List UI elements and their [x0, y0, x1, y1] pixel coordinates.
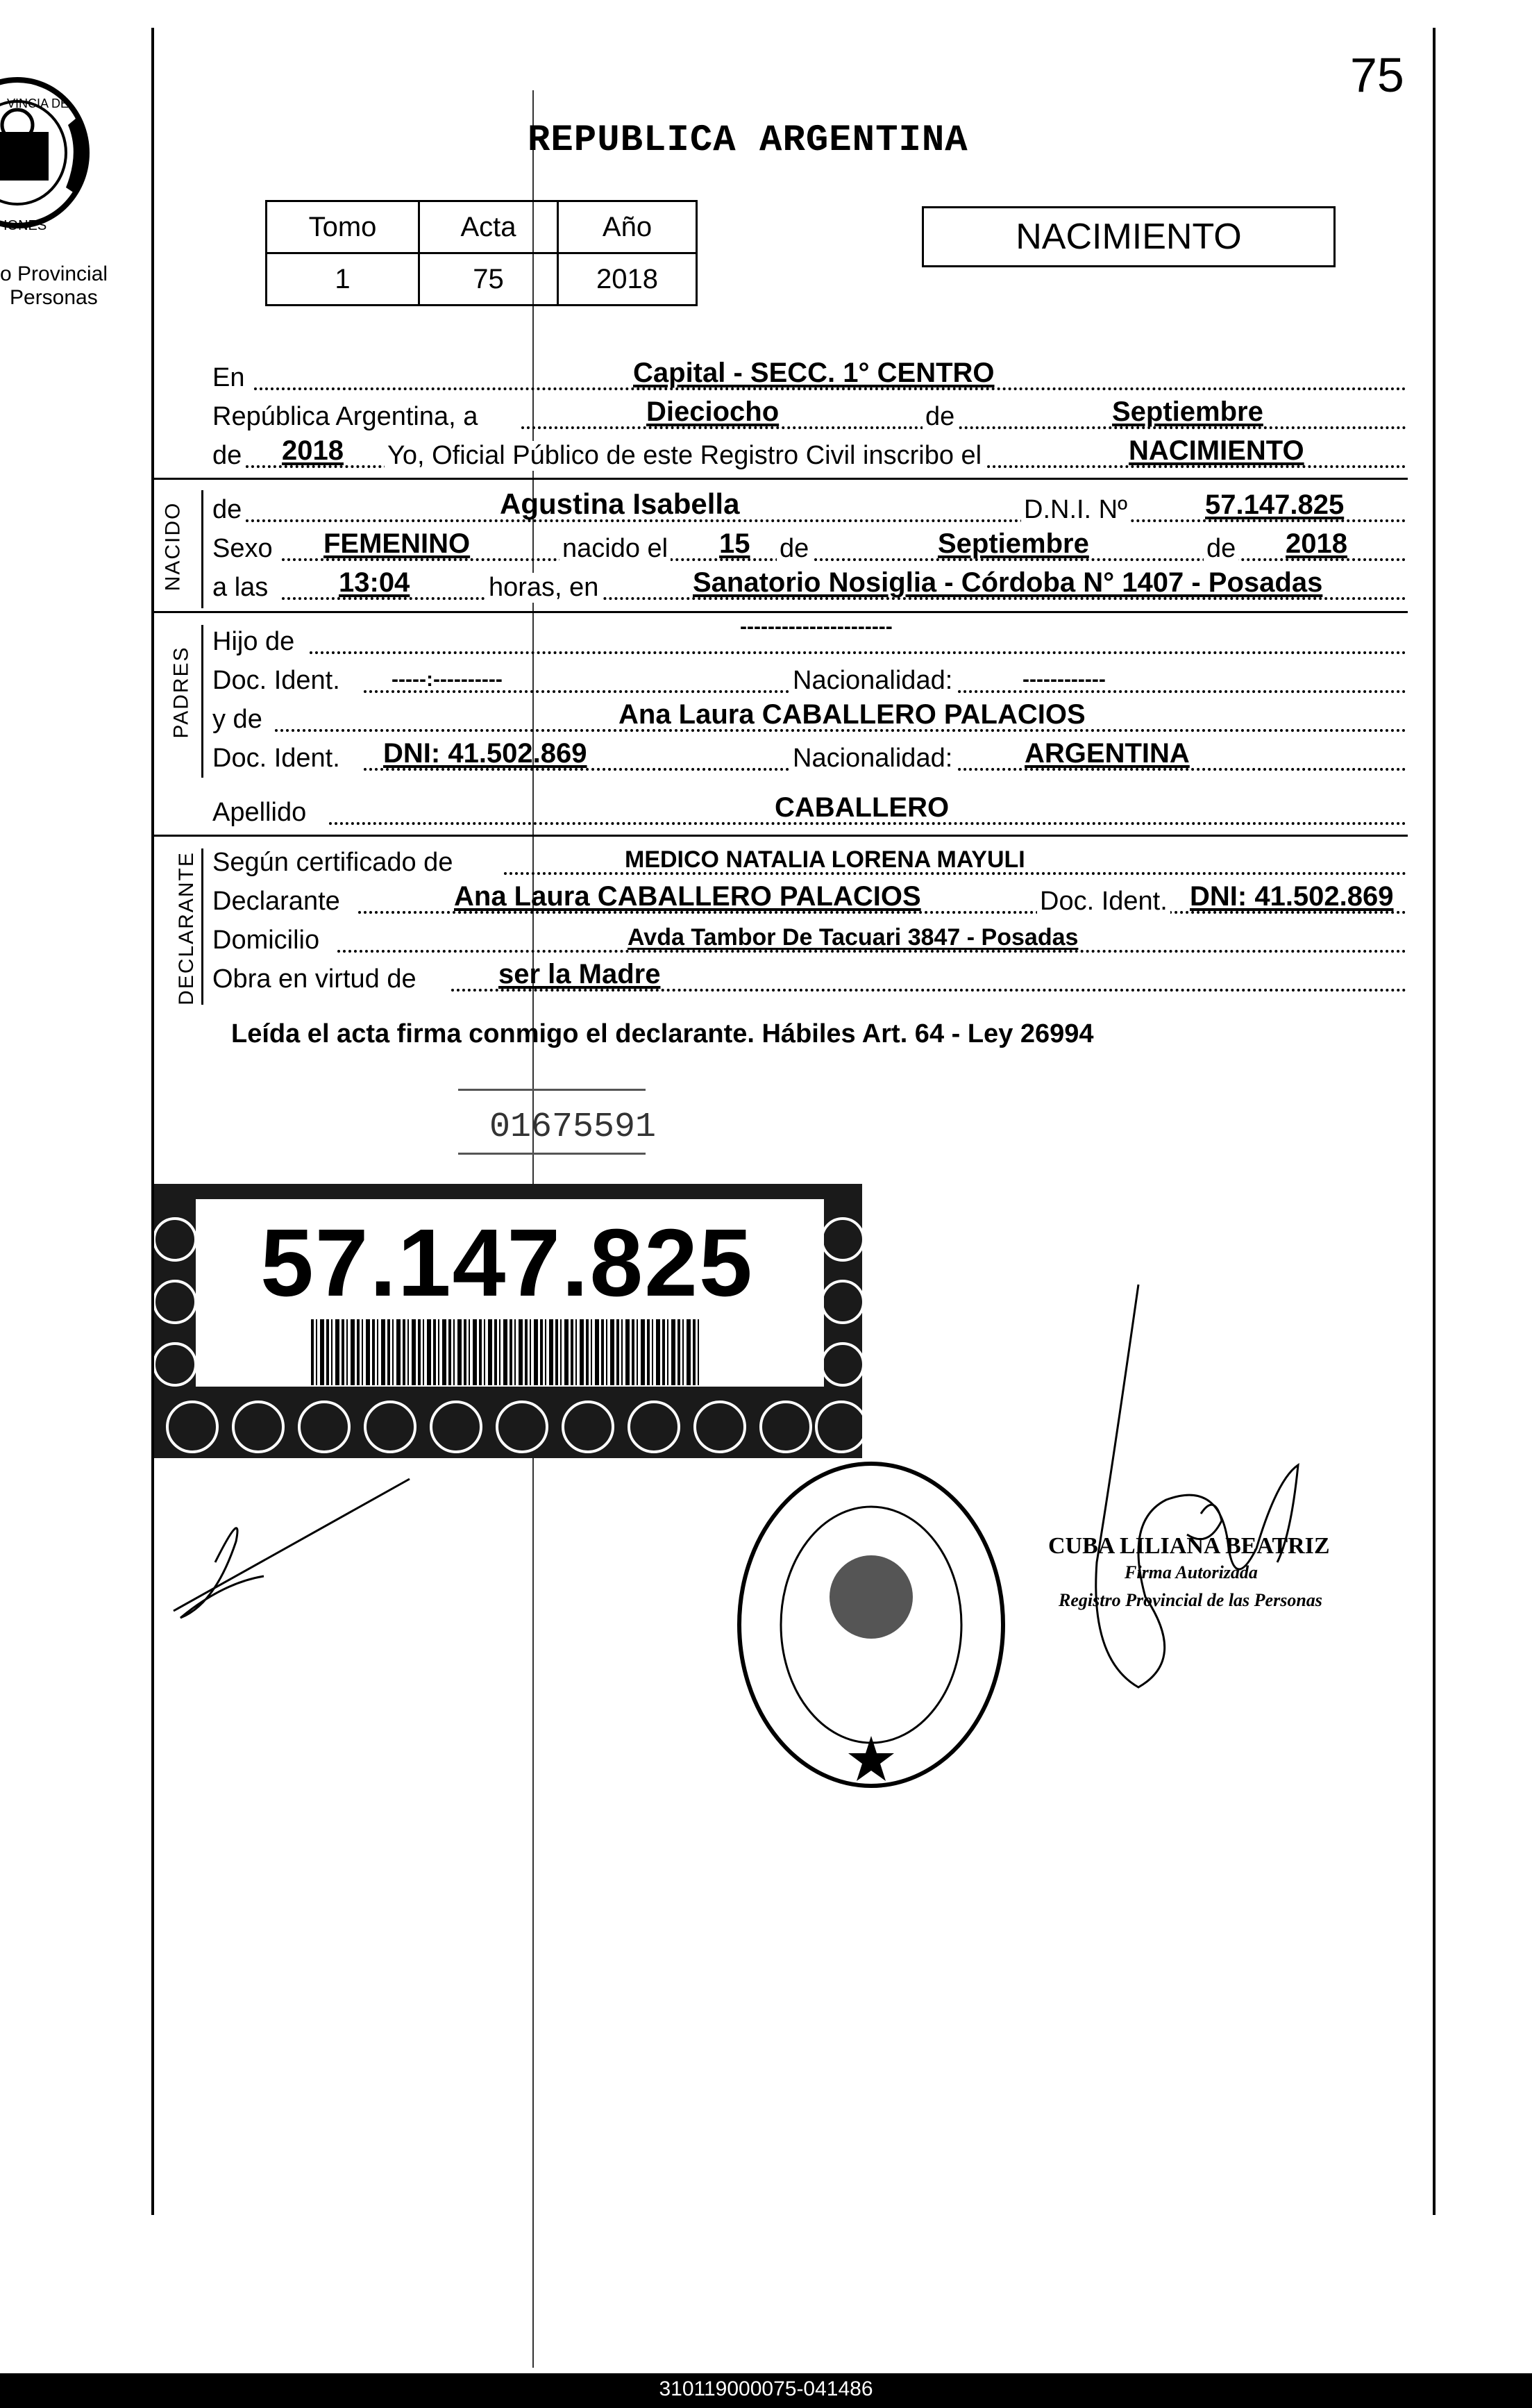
control-line-top [458, 1089, 646, 1091]
sticker-dni-number: 57.147.825 [260, 1210, 754, 1316]
father-nationality: ------------ [1022, 668, 1106, 691]
row-obra [212, 959, 1406, 997]
row-sexo [212, 528, 1406, 567]
row-en [212, 358, 1406, 396]
inscribo-text: Yo, Oficial Público de este Registro Civil inscribo el [385, 441, 984, 471]
barcode [311, 1319, 700, 1385]
control-number: 01675591 [489, 1107, 657, 1147]
de-label-2: de [212, 441, 242, 470]
row-name [212, 487, 1406, 528]
divider [154, 478, 1408, 480]
hijo-label: Hijo de [212, 627, 295, 656]
signature-right [1083, 1271, 1374, 1729]
logo-top-text: VINCIA DE [7, 97, 69, 110]
divider [154, 611, 1408, 613]
acta-value: 75 [419, 253, 558, 306]
republica-label: República Argentina, a [212, 402, 478, 431]
row-year [212, 435, 1406, 474]
de-label-3: de [212, 495, 242, 524]
obra-label: Obra en virtud de [212, 964, 416, 994]
doc-ident-label-3: Doc. Ident. [1037, 887, 1170, 917]
mother-name: Ana Laura CABALLERO PALACIOS [618, 699, 1086, 730]
signature-left [153, 1465, 430, 1625]
section-declarante: DECLARANTE [174, 851, 198, 1005]
registry-line-2: Personas [10, 286, 98, 309]
day-value: Dieciocho [646, 396, 780, 427]
declarante-label: Declarante [212, 887, 340, 916]
stamp-firma: Firma Autorizada [1125, 1562, 1258, 1582]
apellido-value: CABALLERO [775, 792, 950, 823]
de-label: de [923, 402, 957, 432]
inscribo-value: NACIMIENTO [1129, 435, 1304, 466]
stamp-signer-name: CUBA LILIANA BEATRIZ [1048, 1533, 1330, 1559]
registry-line-1: o Provincial [0, 262, 108, 285]
father-doc: -----:---------- [392, 668, 503, 691]
section-padres: PADRES [169, 646, 193, 739]
row-doc1 [212, 664, 1406, 699]
divider [154, 835, 1408, 837]
anio-header: Año [558, 201, 697, 253]
doc-ident-label: Doc. Ident. [212, 666, 340, 695]
section-bar [201, 490, 203, 608]
row-hora [212, 567, 1406, 605]
las-label: a las [212, 573, 269, 602]
en-value: Capital - SECC. 1° CENTRO [633, 358, 995, 388]
closing-statement: Leída el acta firma conmigo el declarante. Hábiles Art. 64 - Ley 26994 [231, 1019, 1094, 1048]
mother-doc: DNI: 41.502.869 [383, 738, 587, 769]
row-hijo [212, 615, 1406, 660]
declarante-value: Ana Laura CABALLERO PALACIOS [454, 881, 921, 912]
de-label-5: de [1204, 534, 1238, 564]
de-label-4: de [777, 534, 811, 564]
footer-code: 310119000075-041486 [659, 2377, 873, 2400]
record-type-box: NACIMIENTO [922, 206, 1336, 267]
year-value: 2018 [282, 435, 344, 466]
certificado-value: MEDICO NATALIA LORENA MAYULI [625, 846, 1025, 873]
segun-label: Según certificado de [212, 848, 453, 877]
logo-bottom-text: IONES [3, 218, 47, 233]
official-seal [732, 1458, 1010, 1791]
nacido-label: nacido el [559, 534, 671, 564]
sexo-label: Sexo [212, 534, 273, 563]
row-madre [212, 699, 1406, 737]
section-bar [201, 848, 203, 1005]
nacionalidad-label: Nacionalidad: [790, 666, 955, 696]
child-dni: 57.147.825 [1205, 490, 1345, 520]
birth-time: 13:04 [339, 567, 410, 598]
horas-label: horas, en [486, 573, 601, 603]
nacionalidad-label-2: Nacionalidad: [790, 744, 955, 774]
right-margin-line [1433, 28, 1436, 2215]
dni-label: D.N.I. Nº [1021, 495, 1130, 525]
tomo-value: 1 [267, 253, 419, 306]
birth-month: Septiembre [938, 528, 1089, 559]
page-number: 75 [1350, 48, 1404, 102]
row-doc2 [212, 738, 1406, 776]
birth-year: 2018 [1286, 528, 1347, 559]
row-declarante [212, 881, 1406, 919]
domicilio-value: Avda Tambor De Tacuari 3847 - Posadas [628, 924, 1079, 951]
province-logo [0, 76, 90, 243]
domicilio-label: Domicilio [212, 926, 320, 955]
row-apellido [212, 792, 1406, 830]
record-table [265, 200, 698, 306]
stamp-registro: Registro Provincial de las Personas [1059, 1590, 1322, 1610]
row-segun [212, 846, 1406, 880]
anio-value: 2018 [558, 253, 697, 306]
control-line-bottom [458, 1153, 646, 1155]
declarante-doc: DNI: 41.502.869 [1190, 881, 1394, 912]
y-de-label: y de [212, 705, 262, 734]
document-title: REPUBLICA ARGENTINA [528, 119, 968, 162]
birth-day: 15 [719, 528, 750, 559]
dots [310, 651, 1406, 654]
birth-place: Sanatorio Nosiglia - Córdoba N° 1407 - Posadas [693, 567, 1323, 598]
obra-value: ser la Madre [498, 959, 661, 989]
month-value: Septiembre [1112, 396, 1263, 427]
apellido-label: Apellido [212, 798, 307, 827]
en-label: En [212, 363, 245, 392]
row-domicilio [212, 923, 1406, 958]
section-nacido: NACIDO [161, 501, 185, 592]
sexo-value: FEMENINO [323, 528, 471, 559]
row-republica [212, 396, 1406, 435]
father-name: ---------------------- [740, 615, 893, 638]
section-bar [201, 625, 203, 778]
doc-ident-label-2: Doc. Ident. [212, 744, 340, 773]
acta-header: Acta [419, 201, 558, 253]
child-name: Agustina Isabella [500, 487, 740, 520]
tomo-header: Tomo [267, 201, 419, 253]
left-margin-line [151, 28, 154, 2215]
mother-nationality: ARGENTINA [1025, 738, 1190, 769]
